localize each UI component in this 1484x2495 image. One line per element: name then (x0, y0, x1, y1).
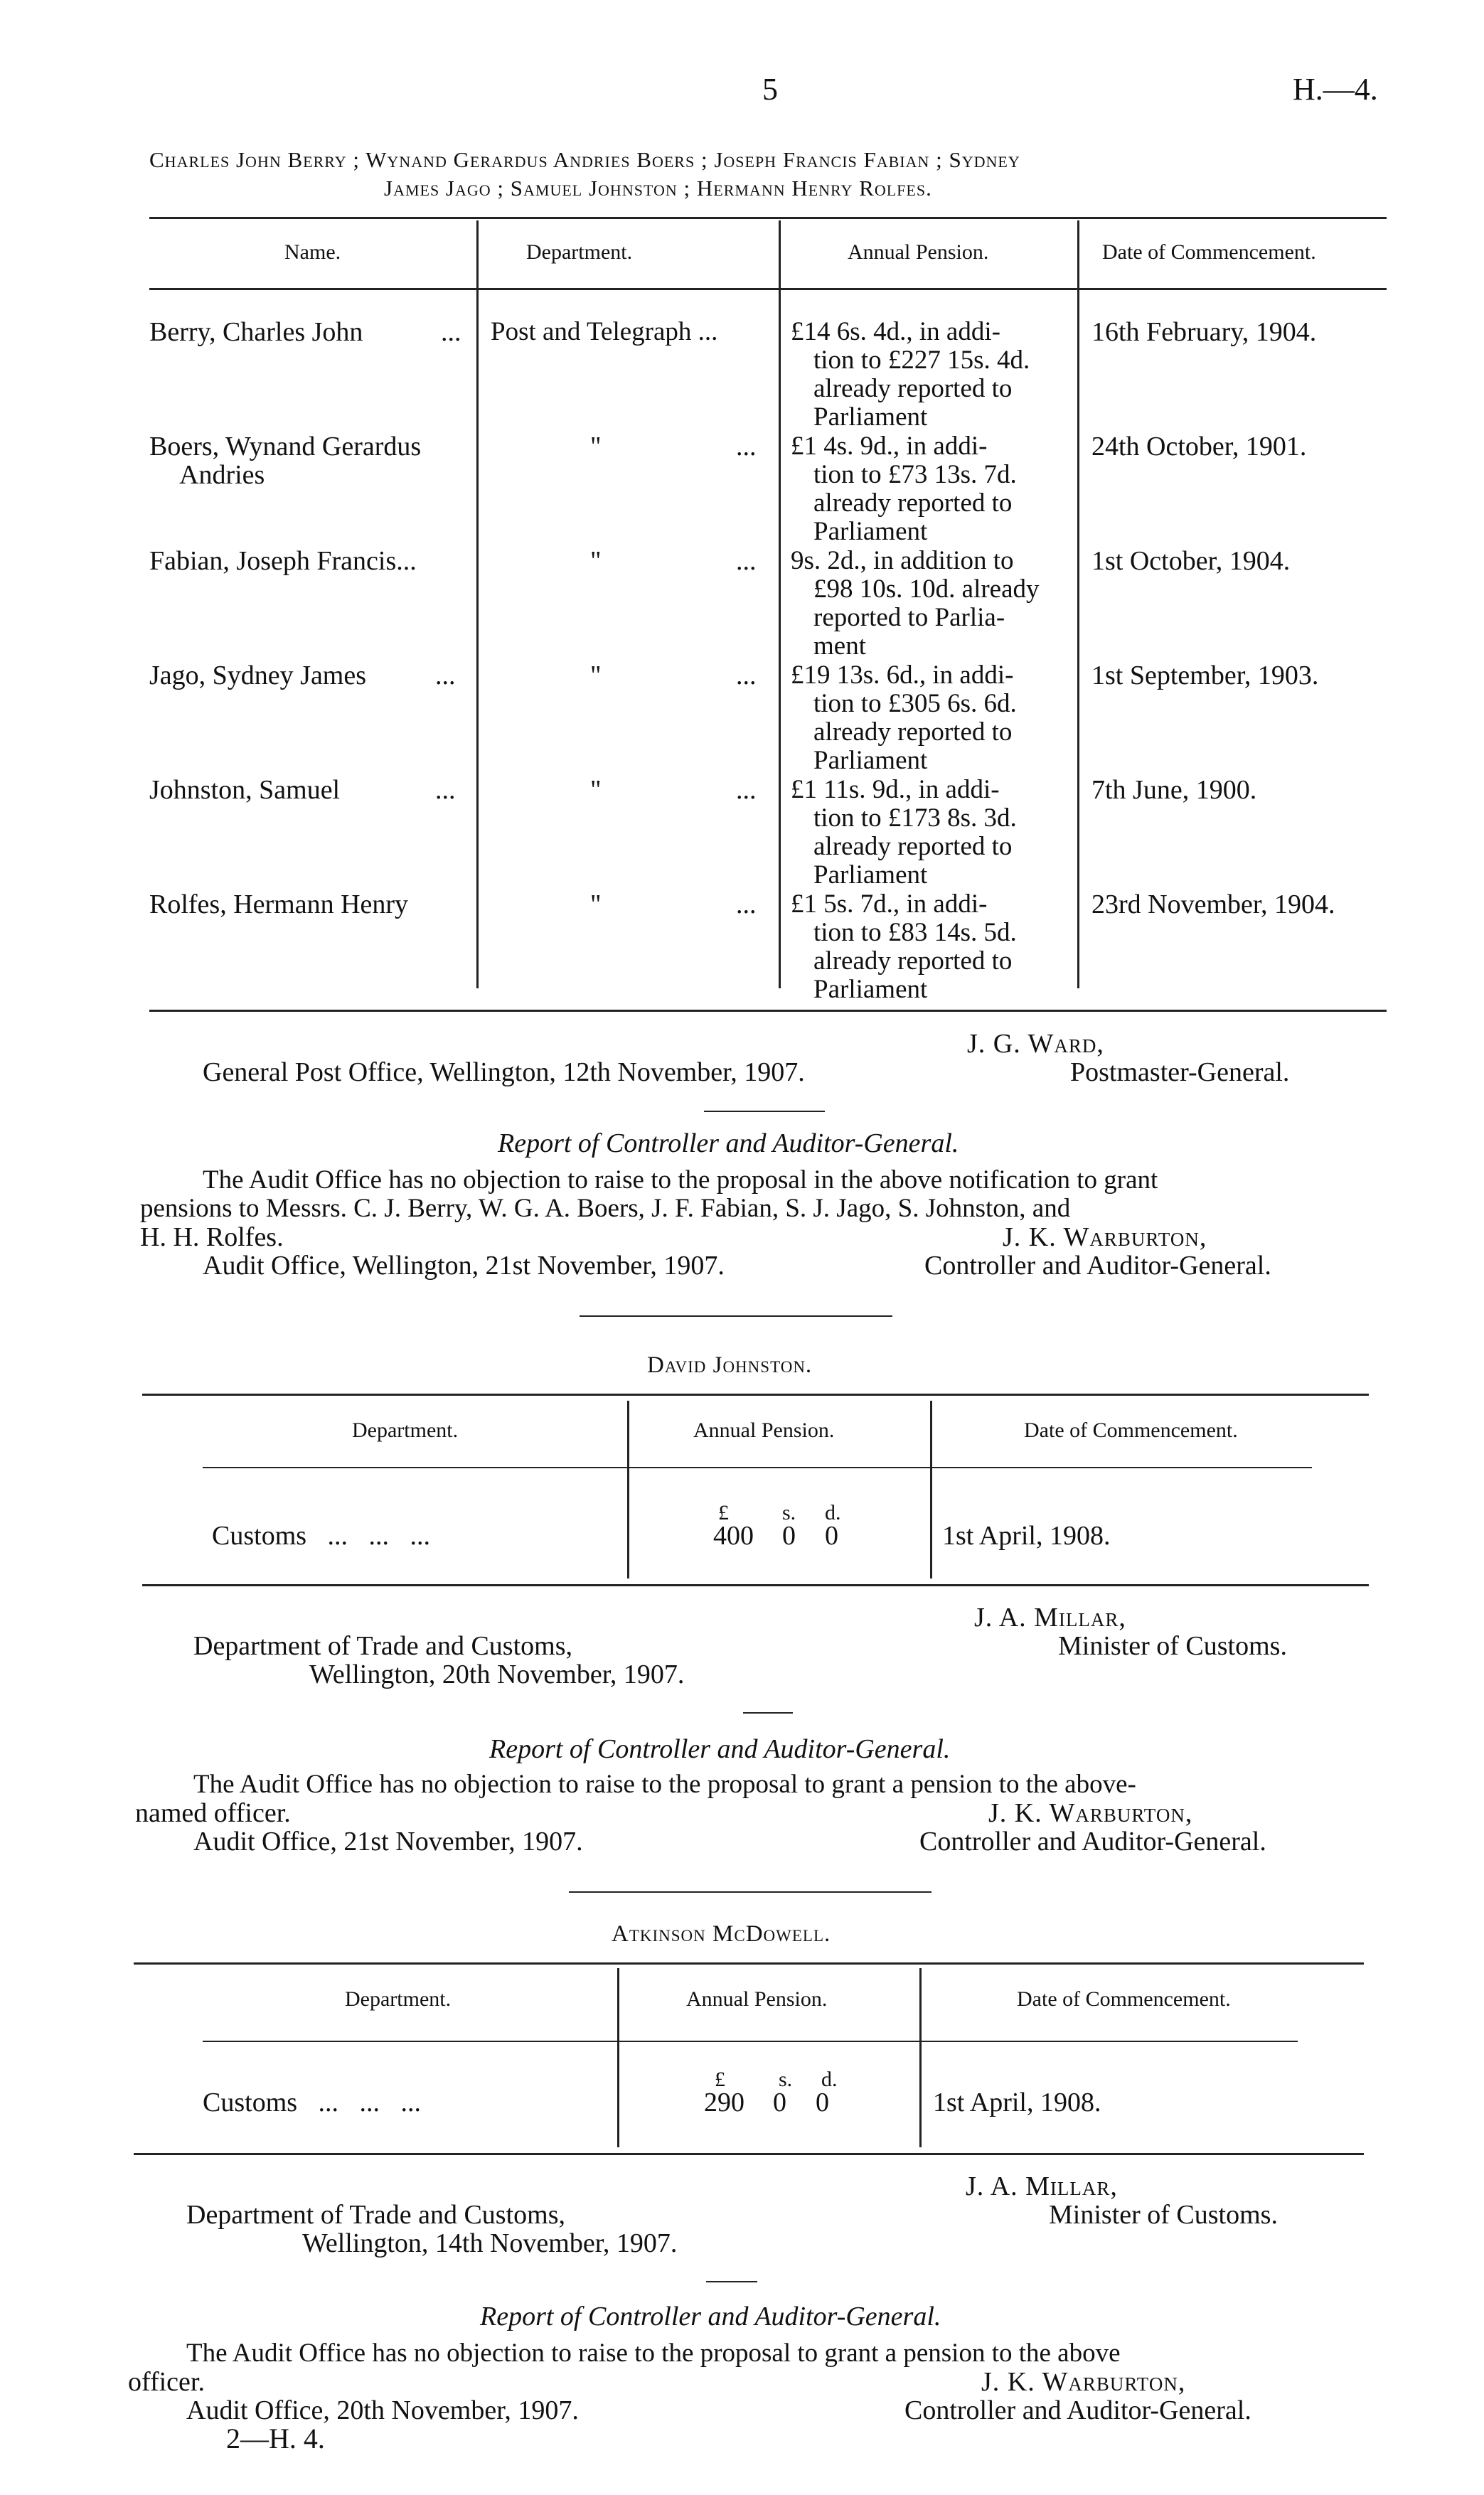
pensioner-heading: David Johnston. (647, 1352, 813, 1378)
auditor-title: Controller and Auditor-General. (924, 1251, 1271, 1281)
pensioner-name: Boers, Wynand Gerardus (149, 432, 422, 461)
department: " (590, 889, 602, 919)
auditor-name: J. K. Warburton, (981, 2367, 1186, 2397)
department: " (590, 661, 602, 690)
department: " (590, 432, 602, 461)
department: " (590, 546, 602, 576)
audit-office-place: Audit Office, Wellington, 21st November, 1907. (203, 1251, 725, 1281)
auditor-title: Controller and Auditor-General. (919, 1827, 1266, 1856)
column-header-date: Date of Commencement. (1024, 1419, 1238, 1442)
department: Customs ... ... ... (203, 2088, 422, 2117)
annual-pension: £1 5s. 7d., in addi- tion to £83 14s. 5d. already reported to Parliament (791, 889, 1017, 1004)
place-and-date: General Post Office, Wellington, 12th November, 1907. (203, 1057, 805, 1087)
report-text-line-2: pensions to Messrs. C. J. Berry, W. G. A. Boers, J. F. Fabian, S. J. Jago, S. Johnston, and (140, 1194, 1071, 1223)
ditto-leader: ... (435, 661, 456, 690)
signer-name: J. A. Millar, (974, 1603, 1126, 1633)
report-text-line-1: The Audit Office has no objection to raise to the proposal to grant a pension to the above (186, 2339, 1121, 2368)
column-header-department: Department. (352, 1419, 459, 1442)
currency-units: £ s. d. (718, 1501, 841, 1524)
signer-title: Postmaster-General. (1070, 1057, 1290, 1087)
report-title: Report of Controller and Auditor-General. (498, 1128, 959, 1158)
report-text-line-2: officer. (128, 2367, 205, 2397)
signer-title: Minister of Customs. (1058, 1631, 1287, 1661)
annual-pension: £19 13s. 6d., in addi- tion to £305 6s. 6d. already reported to Parliament (791, 661, 1017, 775)
department: " (590, 775, 602, 805)
department: Post and Telegraph ... (491, 317, 718, 346)
pensioner-heading: Atkinson McDowell. (612, 1921, 831, 1947)
date-of-commencement: 24th October, 1901. (1091, 432, 1307, 461)
names-heading-line-2: James Jago ; Samuel Johnston ; Hermann Henry Rolfes. (384, 176, 932, 201)
column-header-annual-pension: Annual Pension. (686, 1987, 828, 2011)
report-text-line-1: The Audit Office has no objection to raise to the proposal to grant a pension to the above- (193, 1770, 1136, 1799)
auditor-name: J. K. Warburton, (1003, 1222, 1207, 1252)
column-header-department: Department. (526, 240, 633, 264)
date-of-commencement: 16th February, 1904. (1091, 317, 1317, 347)
ditto-leader: ... (736, 546, 757, 576)
date-of-commencement: 1st April, 1908. (942, 1521, 1111, 1551)
pensioner-name: Rolfes, Hermann Henry (149, 889, 409, 919)
document-code: H.—4. (1293, 72, 1378, 107)
report-text-line-3: H. H. Rolfes. (140, 1222, 284, 1252)
annual-pension: £1 4s. 9d., in addi- tion to £73 13s. 7d. already reported to Parliament (791, 432, 1017, 546)
signature-mark: 2—H. 4. (226, 2422, 325, 2454)
department-line-2: Wellington, 14th November, 1907. (302, 2228, 678, 2258)
annual-pension: £1 11s. 9d., in addi- tion to £173 8s. 3d. already reported to Parliament (791, 775, 1017, 889)
date-of-commencement: 1st September, 1903. (1091, 661, 1319, 690)
date-of-commencement: 7th June, 1900. (1091, 775, 1257, 805)
ditto-leader: ... (435, 775, 456, 805)
ditto-leader: ... (441, 317, 461, 347)
report-title: Report of Controller and Auditor-General. (489, 1734, 951, 1764)
annual-pension: £14 6s. 4d., in addi- tion to £227 15s. 4d. already reported to Parliament (791, 317, 1030, 432)
department-line-2: Wellington, 20th November, 1907. (309, 1660, 685, 1689)
report-title: Report of Controller and Auditor-General. (480, 2302, 941, 2331)
pensioner-name: Fabian, Joseph Francis... (149, 546, 417, 576)
audit-office-place: Audit Office, 20th November, 1907. (186, 2395, 579, 2425)
report-text-line-2: named officer. (135, 1798, 291, 1828)
date-of-commencement: 1st October, 1904. (1091, 546, 1291, 576)
signer-name: J. A. Millar, (966, 2171, 1118, 2201)
ditto-leader: ... (736, 775, 757, 805)
date-of-commencement: 23rd November, 1904. (1091, 889, 1335, 919)
annual-pension: 400 0 0 (713, 1521, 838, 1551)
column-header-name: Name. (284, 240, 341, 264)
audit-office-place: Audit Office, 21st November, 1907. (193, 1827, 583, 1856)
annual-pension: 290 0 0 (704, 2088, 829, 2117)
ditto-leader: ... (736, 432, 757, 461)
column-header-annual-pension: Annual Pension. (848, 240, 989, 264)
ditto-leader: ... (736, 889, 757, 919)
pensioner-name: Johnston, Samuel (149, 775, 341, 805)
pensioner-name-continued: Andries (179, 460, 265, 490)
ditto-leader: ... (736, 661, 757, 690)
names-heading-line-1: Charles John Berry ; Wynand Gerardus Andries Boers ; Joseph Francis Fabian ; Sydney (149, 147, 1020, 172)
annual-pension: 9s. 2d., in addition to £98 10s. 10d. already reported to Parlia- ment (791, 546, 1040, 661)
pensioner-name: Jago, Sydney James (149, 661, 367, 690)
column-header-annual-pension: Annual Pension. (693, 1419, 835, 1442)
auditor-name: J. K. Warburton, (988, 1798, 1193, 1828)
date-of-commencement: 1st April, 1908. (933, 2088, 1101, 2117)
auditor-title: Controller and Auditor-General. (904, 2395, 1251, 2425)
column-header-date: Date of Commencement. (1102, 240, 1316, 264)
pensioner-name: Berry, Charles John (149, 317, 363, 347)
column-header-department: Department. (345, 1987, 452, 2011)
column-header-date: Date of Commencement. (1017, 1987, 1231, 2011)
department: Customs ... ... ... (212, 1521, 431, 1551)
report-text-line-1: The Audit Office has no objection to raise to the proposal in the above notification to grant (203, 1165, 1158, 1195)
signer-title: Minister of Customs. (1049, 2200, 1278, 2230)
currency-units: £ s. d. (715, 2068, 838, 2091)
page-number: 5 (762, 72, 778, 107)
department-line-1: Department of Trade and Customs, (186, 2200, 566, 2230)
department-line-1: Department of Trade and Customs, (193, 1631, 573, 1661)
signer-name: J. G. Ward, (967, 1029, 1104, 1059)
